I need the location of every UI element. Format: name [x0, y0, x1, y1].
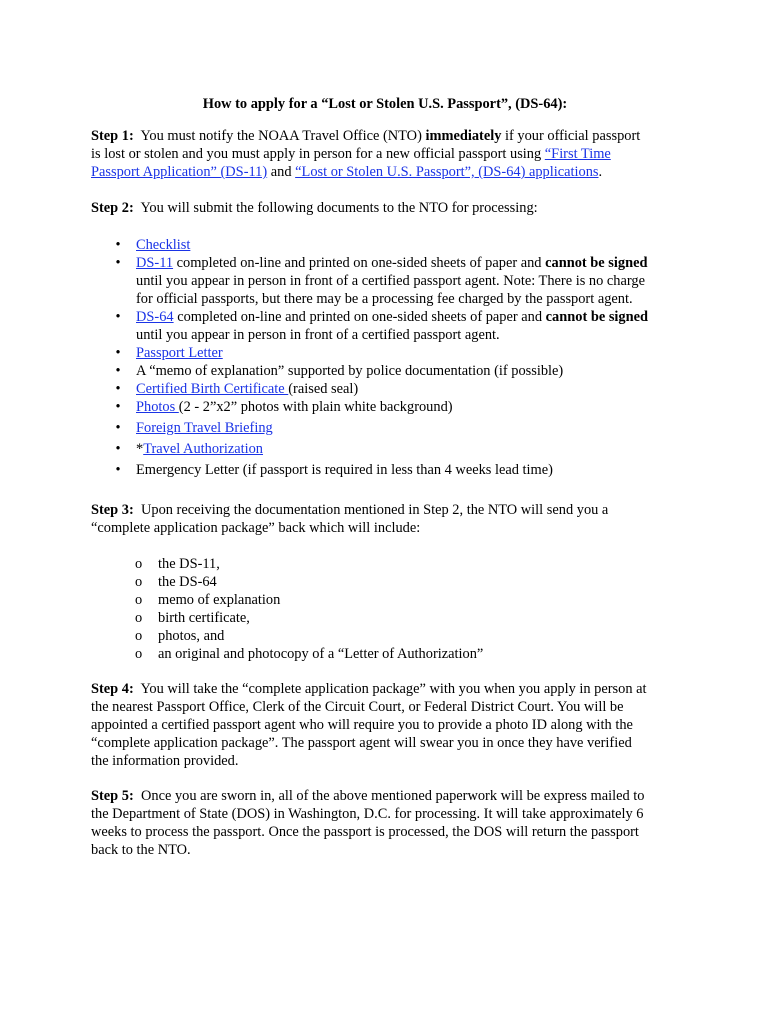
bullet-icon: •	[115, 441, 121, 457]
bullet-icon: •	[115, 381, 121, 397]
step-4-text: appointed a certified passport agent who will require you to provide a photo ID along with the	[91, 717, 633, 733]
item-text: Emergency Letter (if passport is required in less than 4 weeks lead time)	[136, 462, 553, 478]
link-photos[interactable]: Photos	[136, 399, 179, 415]
package-contents-list	[135, 555, 555, 663]
item-text: until you appear in person in front of a certified passport agent.	[136, 327, 500, 343]
page-title: How to apply for a “Lost or Stolen U.S. Passport”, (DS-64):	[202, 96, 568, 112]
link-ds64[interactable]: DS-64	[136, 309, 174, 325]
step-1-paragraph	[91, 127, 691, 181]
step-1-text: and	[270, 164, 292, 180]
item-text: birth certificate,	[158, 610, 250, 626]
step-2-text: You will submit the following documents to the NTO for processing:	[140, 200, 538, 216]
link-ds11-application[interactable]: Passport Application” (DS-11)	[91, 164, 268, 180]
link-ds11[interactable]: DS-11	[136, 255, 174, 271]
list-item	[114, 419, 694, 437]
item-text: photos, and	[158, 628, 225, 644]
link-passport-letter[interactable]: Passport Letter	[136, 345, 223, 361]
link-foreign-travel-briefing[interactable]: Foreign Travel Briefing	[136, 420, 273, 436]
item-emphasis: cannot be signed	[545, 309, 649, 325]
item-text: the DS-11,	[158, 556, 220, 572]
link-ds11-application[interactable]: “First Time	[544, 146, 611, 162]
item-text: completed on-line and printed on one-sided sheets of paper and	[176, 255, 542, 271]
step-4-paragraph	[91, 680, 691, 770]
list-item	[114, 236, 694, 254]
step-5-text: weeks to process the passport. Once the passport is processed, the DOS will return the passport	[91, 824, 639, 840]
step-3-text: “complete application package” back which will include:	[91, 520, 421, 536]
circle-bullet-icon: o	[135, 628, 143, 644]
step-5-paragraph	[91, 787, 691, 859]
bullet-icon: •	[115, 309, 121, 325]
step-1-text: You must notify the NOAA Travel Office (NTO)	[140, 128, 422, 144]
list-item	[135, 555, 555, 573]
list-item	[135, 627, 555, 645]
step-3-text: Upon receiving the documentation mentioned in Step 2, the NTO will send you a	[140, 502, 609, 518]
step-5-text: the Department of State (DOS) in Washington, D.C. for processing. It will take approximately 6	[91, 806, 644, 822]
circle-bullet-icon: o	[135, 556, 143, 572]
list-item	[135, 591, 555, 609]
step-5-label: Step 5:	[91, 788, 134, 804]
list-item	[135, 609, 555, 627]
list-item	[114, 461, 694, 479]
circle-bullet-icon: o	[135, 610, 143, 626]
bullet-icon: •	[115, 363, 121, 379]
item-text: completed on-line and printed on one-sided sheets of paper and	[177, 309, 543, 325]
step-3-paragraph	[91, 501, 691, 537]
item-text: memo of explanation	[158, 592, 281, 608]
step-1-text: if your official passport	[505, 128, 641, 144]
bullet-icon: •	[115, 462, 121, 478]
item-text: for official passports, but there may be a processing fee charged by the passport agent.	[136, 291, 633, 307]
documents-list	[114, 236, 694, 479]
bullet-icon: •	[115, 237, 121, 253]
item-text: an original and photocopy of a “Letter of Authorization”	[158, 646, 484, 662]
step-4-label: Step 4:	[91, 681, 134, 697]
list-item	[114, 308, 694, 344]
circle-bullet-icon: o	[135, 574, 143, 590]
list-item	[114, 398, 694, 416]
list-item	[114, 254, 694, 308]
bullet-icon: •	[115, 420, 121, 436]
list-item	[135, 573, 555, 591]
bullet-icon: •	[115, 345, 121, 361]
item-text: the DS-64	[158, 574, 217, 590]
step-4-text: the information provided.	[91, 753, 239, 769]
circle-bullet-icon: o	[135, 646, 143, 662]
step-2-label: Step 2:	[91, 200, 134, 216]
step-2-paragraph	[91, 199, 691, 217]
step-1-emphasis: immediately	[425, 128, 502, 144]
item-emphasis: cannot be signed	[545, 255, 648, 271]
bullet-icon: •	[115, 399, 121, 415]
bullet-icon: •	[115, 255, 121, 271]
list-item	[114, 362, 694, 380]
item-text: (raised seal)	[288, 381, 359, 397]
list-item	[114, 344, 694, 362]
step-4-text: “complete application package”. The passport agent will swear you in once they have verified	[91, 735, 632, 751]
step-4-text: the nearest Passport Office, Clerk of the Circuit Court, or Federal District Court. You will be	[91, 699, 624, 715]
item-prefix: *	[136, 441, 144, 457]
circle-bullet-icon: o	[135, 592, 143, 608]
step-1-label: Step 1:	[91, 128, 134, 144]
item-text: until you appear in person in front of a certified passport agent. Note: There is no charge	[136, 273, 645, 289]
link-travel-authorization[interactable]: Travel Authorization	[143, 441, 263, 457]
step-3-label: Step 3:	[91, 502, 134, 518]
step-1-text: .	[598, 164, 603, 180]
list-item	[114, 380, 694, 398]
step-1-text: is lost or stolen and you must apply in person for a new official passport using	[91, 146, 542, 162]
list-item	[114, 440, 694, 458]
step-5-text: back to the NTO.	[91, 842, 191, 858]
link-ds64-application[interactable]: “Lost or Stolen U.S. Passport”, (DS-64) applications	[295, 164, 599, 180]
step-5-text: Once you are sworn in, all of the above mentioned paperwork will be express mailed to	[140, 788, 645, 804]
link-checklist[interactable]: Checklist	[136, 237, 191, 253]
item-text: (2 - 2”x2” photos with plain white background)	[178, 399, 453, 415]
link-birth-certificate[interactable]: Certified Birth Certificate	[136, 381, 289, 397]
item-text: A “memo of explanation” supported by police documentation (if possible)	[136, 363, 564, 379]
step-4-text: You will take the “complete application package” with you when you apply in person at	[140, 681, 647, 697]
list-item	[135, 645, 555, 663]
